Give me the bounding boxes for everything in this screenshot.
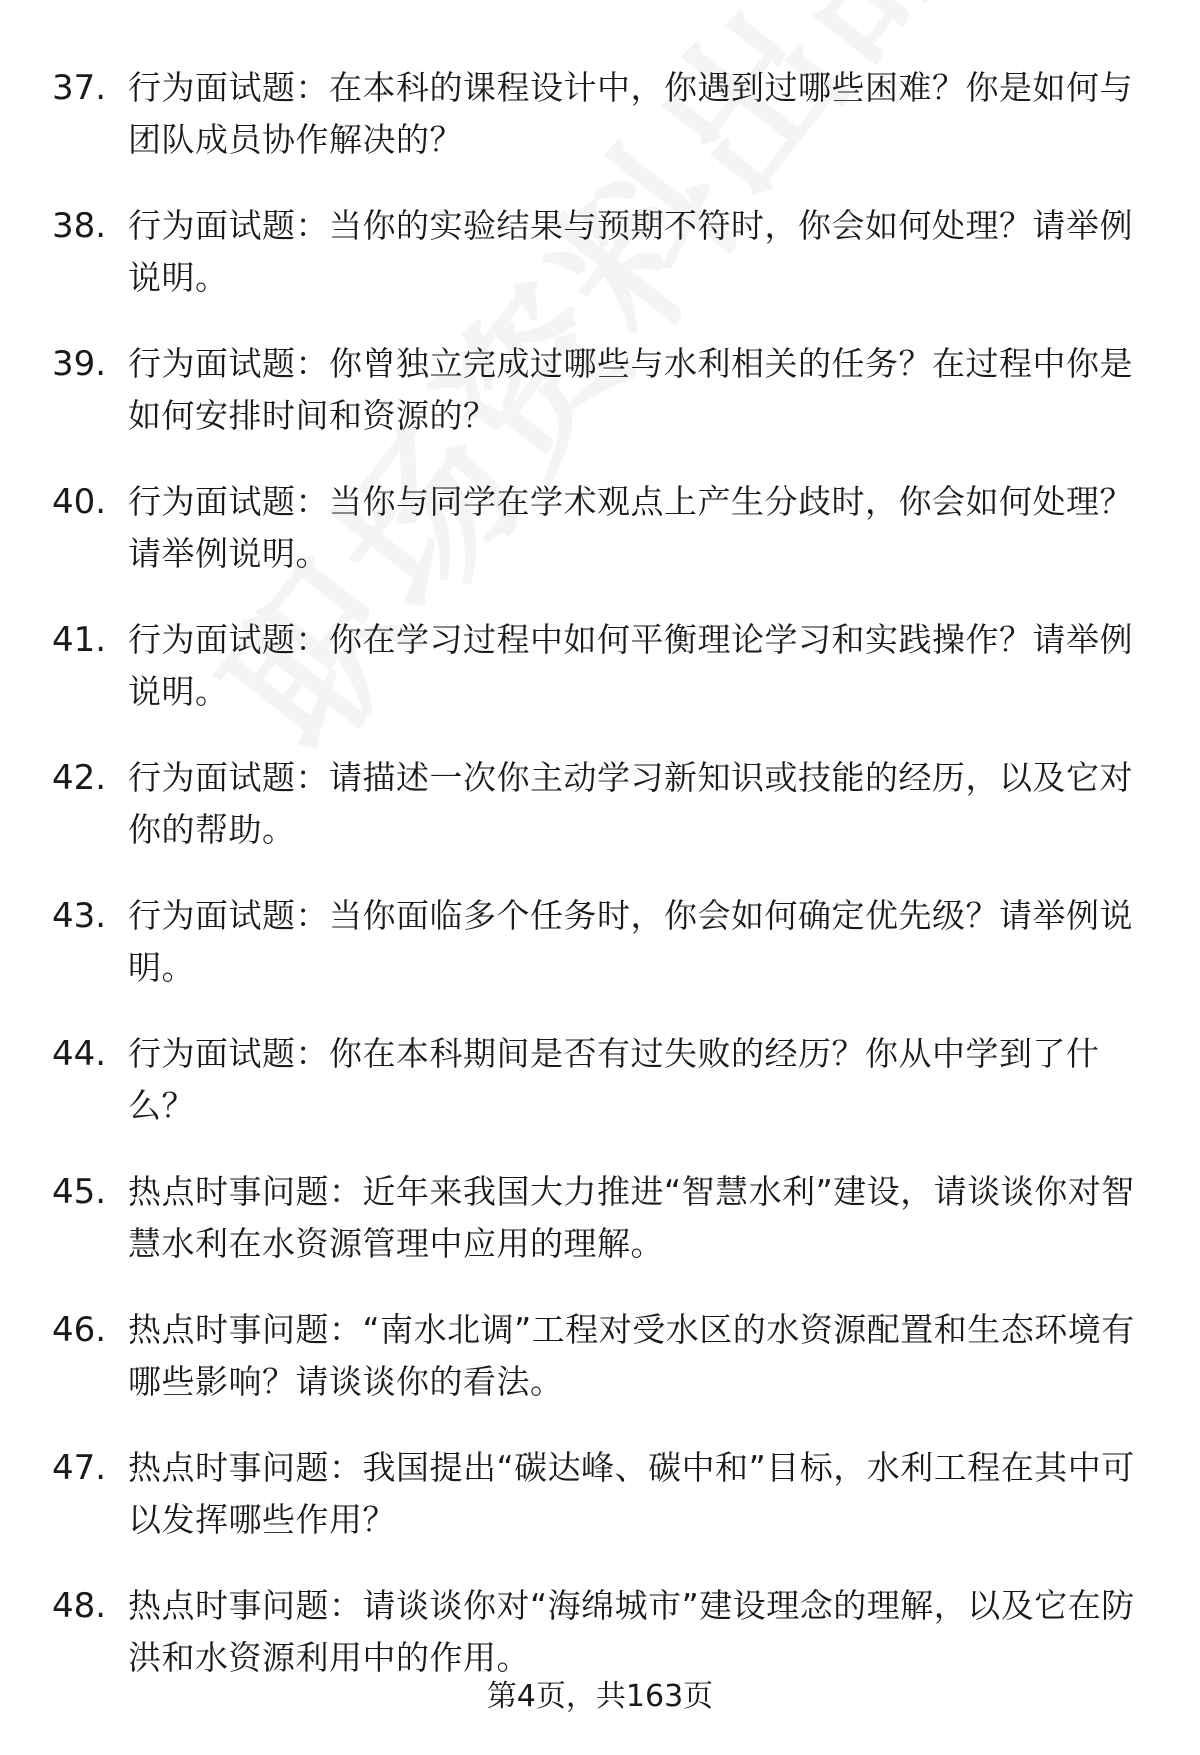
- question-text: 行为面试题：当你的实验结果与预期不符时，你会如何处理？请举例说明。: [128, 206, 1133, 297]
- question-number: 43.: [52, 896, 107, 936]
- question-item: [52, 1442, 1152, 1546]
- question-number: 41.: [52, 620, 107, 660]
- question-text: 行为面试题：请描述一次你主动学习新知识或技能的经历，以及它对你的帮助。: [128, 758, 1133, 849]
- question-text: 行为面试题：当你面临多个任务时，你会如何确定优先级？请举例说明。: [128, 896, 1133, 987]
- question-item: [52, 1166, 1152, 1270]
- question-item: [52, 338, 1152, 442]
- question-text: 行为面试题：你曾独立完成过哪些与水利相关的任务？在过程中你是如何安排时间和资源的？: [128, 344, 1133, 435]
- question-number: 39.: [52, 344, 107, 384]
- question-text: 行为面试题：当你与同学在学术观点上产生分歧时，你会如何处理？请举例说明。: [128, 482, 1133, 573]
- question-text: 行为面试题：在本科的课程设计中，你遇到过哪些困难？你是如何与团队成员协作解决的？: [128, 68, 1133, 159]
- question-text: 热点时事问题：请谈谈你对“海绵城市”建设理念的理解，以及它在防洪和水资源利用中的作用。: [128, 1586, 1135, 1677]
- question-item: [52, 1580, 1152, 1684]
- question-list: [52, 62, 1152, 1718]
- question-number: 47.: [52, 1448, 107, 1488]
- question-number: 46.: [52, 1310, 107, 1350]
- question-number: 45.: [52, 1172, 107, 1212]
- page-footer: 第4页，共163页: [486, 1679, 714, 1714]
- question-item: [52, 476, 1152, 580]
- question-item: [52, 1304, 1152, 1408]
- question-text: 行为面试题：你在学习过程中如何平衡理论学习和实践操作？请举例说明。: [128, 620, 1133, 711]
- question-number: 42.: [52, 758, 107, 798]
- question-text: 热点时事问题：我国提出“碳达峰、碳中和”目标，水利工程在其中可以发挥哪些作用？: [128, 1448, 1135, 1539]
- question-number: 38.: [52, 206, 107, 246]
- question-text: 热点时事问题：“南水北调”工程对受水区的水资源配置和生态环境有哪些影响？请谈谈你的看法。: [128, 1310, 1135, 1401]
- question-item: [52, 890, 1152, 994]
- question-number: 48.: [52, 1586, 107, 1626]
- question-item: [52, 614, 1152, 718]
- question-item: [52, 752, 1152, 856]
- question-number: 44.: [52, 1034, 107, 1074]
- question-number: 37.: [52, 68, 107, 108]
- question-text: 行为面试题：你在本科期间是否有过失败的经历？你从中学到了什么？: [128, 1034, 1100, 1125]
- question-item: [52, 62, 1152, 166]
- question-text: 热点时事问题：近年来我国大力推进“智慧水利”建设，请谈谈你对智慧水利在水资源管理中应用的理解。: [128, 1172, 1135, 1263]
- question-number: 40.: [52, 482, 107, 522]
- question-item: [52, 1028, 1152, 1132]
- question-item: [52, 200, 1152, 304]
